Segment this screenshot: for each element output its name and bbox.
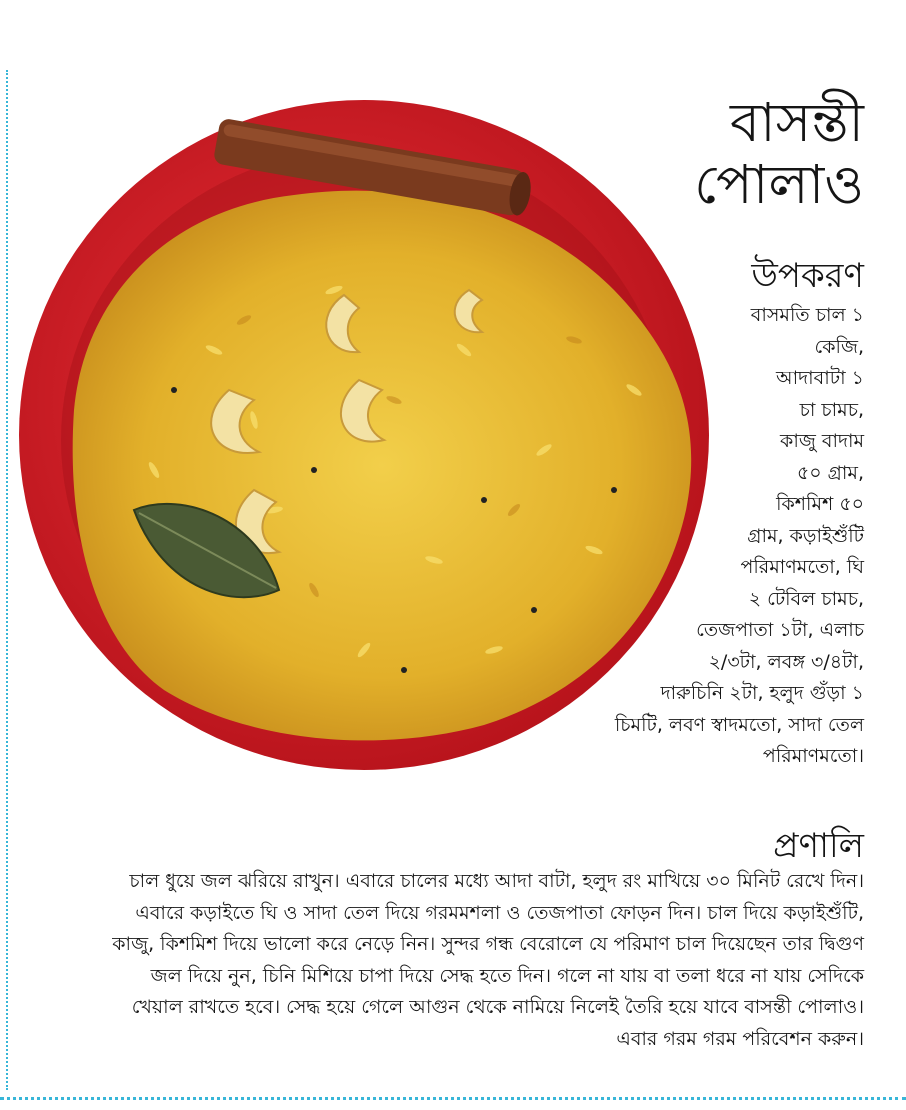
ingredient-line: ২/৩টা, লবঙ্গ ৩/৪টা, — [708, 650, 864, 673]
method-line: জল দিয়ে নুন, চিনি মিশিয়ে চাপা দিয়ে সেদ্ধ হতে দিন। গলে না যায় বা তলা ধরে না যায় সেদিকে — [150, 964, 864, 987]
ingredient-line: কিশমিশ ৫০ — [776, 493, 864, 515]
ingredient-line: গ্রাম, কড়াইশুঁটি — [747, 524, 864, 547]
ingredient-line: বাসমতি চাল ১ — [750, 304, 864, 326]
ingredient-line: তেজপাতা ১টা, এলাচ — [696, 619, 864, 641]
ingredient-line: আদাবাটা ১ — [776, 367, 864, 389]
ingredient-line: পরিমাণমতো, ঘি — [740, 556, 864, 578]
ingredients-list — [615, 300, 864, 773]
ingredient-line: ৫০ গ্রাম, — [796, 461, 864, 484]
recipe-title — [604, 92, 864, 216]
method-line: এবারে কড়াইতে ঘি ও সাদা তেল দিয়ে গরমমশলা ও তেজপাতা ফোড়ন দিন। চাল দিয়ে কড়াইশুঁটি, — [135, 901, 864, 924]
ingredient-line: পরিমাণমতো। — [762, 745, 864, 767]
method-line: কাজু, কিশমিশ দিয়ে ভালো করে নেড়ে নিন। সুন্দর গন্ধ বেরোলে যে পরিমাণ চাল দিয়েছেন তার দ্বিগুণ — [112, 933, 864, 955]
method-text — [24, 866, 864, 1055]
ingredient-line: দারুচিনি ২টা, হলুদ গুঁড়া ১ — [660, 682, 864, 704]
method-heading: প্রণালি — [773, 826, 864, 866]
left-dotted-border — [6, 70, 8, 1090]
method-line: খেয়াল রাখতে হবে। সেদ্ধ হয়ে গেলে আগুন থেকে নামিয়ে নিলেই তৈরি হয়ে যাবে বাসন্তী পোলাও। — [131, 996, 864, 1018]
title-line: বাসন্তী — [729, 91, 864, 154]
ingredients-heading: উপকরণ — [751, 256, 864, 296]
bottom-dotted-border — [0, 1097, 906, 1100]
ingredient-line: কাজু বাদাম — [780, 430, 864, 452]
ingredient-line: চিমটি, লবণ স্বাদমতো, সাদা তেল — [614, 713, 864, 736]
method-line: চাল ধুয়ে জল ঝরিয়ে রাখুন। এবারে চালের মধ্যে আদা বাটা, হলুদ রং মাখিয়ে ৩০ মিনিট রেখে দিন। — [129, 870, 864, 892]
ingredient-line: কেজি, — [814, 335, 864, 358]
ingredient-line: চা চামচ, — [799, 398, 864, 421]
method-line: এবার গরম গরম পরিবেশন করুন। — [616, 1027, 864, 1050]
title-line: পোলাও — [694, 153, 864, 216]
ingredient-line: ২ টেবিল চামচ, — [748, 587, 864, 610]
